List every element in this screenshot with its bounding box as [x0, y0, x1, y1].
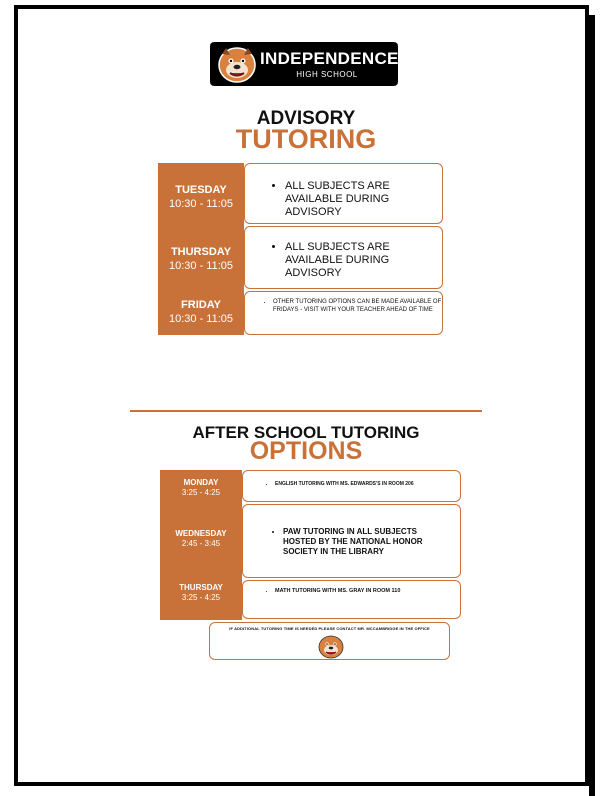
after-school-day-monday: [160, 478, 242, 497]
bulldog-mascot-icon: [316, 633, 346, 659]
time-label: 2:45 - 3:45: [181, 539, 221, 548]
advisory-title-main: TUTORING: [235, 124, 377, 154]
after-school-title-main: OPTIONS: [249, 437, 363, 465]
advisory-box-friday: [244, 291, 443, 335]
advisory-title-top: ADVISORY: [256, 108, 356, 129]
advisory-bullet: • ALL SUBJECTS ARE AVAILABLE DURING ADVISORY: [285, 241, 435, 280]
time-label: 3:25 - 4:25: [181, 488, 221, 497]
after-school-bullet: • ENGLISH TUTORING WITH MS. EDWARDS'S IN ROOM 206: [275, 481, 470, 488]
after-school-bullet: • MATH TUTORING WITH MS. GRAY IN ROOM 110: [275, 588, 470, 595]
advisory-day-friday: [158, 299, 244, 325]
contact-note-box: [209, 622, 450, 660]
day-label: TUESDAY: [175, 184, 227, 196]
day-label: MONDAY: [183, 478, 219, 487]
after-school-title-top: AFTER SCHOOL TUTORING: [192, 423, 420, 442]
school-logo: [210, 42, 398, 86]
time-label: 3:25 - 4:25: [181, 593, 221, 602]
after-school-bullet: • PAW TUTORING IN ALL SUBJECTS HOSTED BY THE NATIONAL HONOR SOCIETY IN THE LIBRARY: [283, 527, 443, 557]
advisory-day-thursday: [158, 246, 244, 272]
day-label: THURSDAY: [170, 246, 232, 258]
after-school-day-wednesday: [160, 529, 242, 548]
advisory-box-tuesday: [244, 163, 443, 224]
day-label: WEDNESDAY: [175, 529, 227, 538]
time-label: 10:30 - 11:05: [168, 313, 233, 325]
section-divider: [130, 410, 482, 412]
day-label: THURSDAY: [179, 583, 223, 592]
after-school-box-monday: [242, 470, 461, 502]
advisory-bullet: • ALL SUBJECTS ARE AVAILABLE DURING ADVISORY: [285, 180, 435, 219]
advisory-box-thursday: [244, 226, 443, 289]
time-label: 10:30 - 11:05: [168, 198, 233, 210]
day-label: FRIDAY: [181, 299, 221, 311]
school-name: INDEPENDENCE: [260, 49, 399, 68]
advisory-bullet: • OTHER TUTORING OPTIONS CAN BE MADE AVAILABLE OF FRIDAYS - VISIT WITH YOUR TEACHER AHEAD OF TIME: [273, 298, 443, 314]
after-school-day-thursday: [160, 583, 242, 602]
time-label: 10:30 - 11:05: [168, 260, 233, 272]
after-school-box-wednesday: [242, 504, 461, 578]
advisory-day-tuesday: [158, 184, 244, 210]
contact-note: IF ADDITIONAL TUTORING TIME IS NEEDED PLEASE CONTACT MR. MCCAMBRIDGE IN THE OFFICE: [229, 626, 430, 631]
after-school-box-thursday: [242, 580, 461, 619]
school-subtitle: HIGH SCHOOL: [296, 70, 358, 79]
bulldog-mascot-icon: [214, 42, 260, 86]
